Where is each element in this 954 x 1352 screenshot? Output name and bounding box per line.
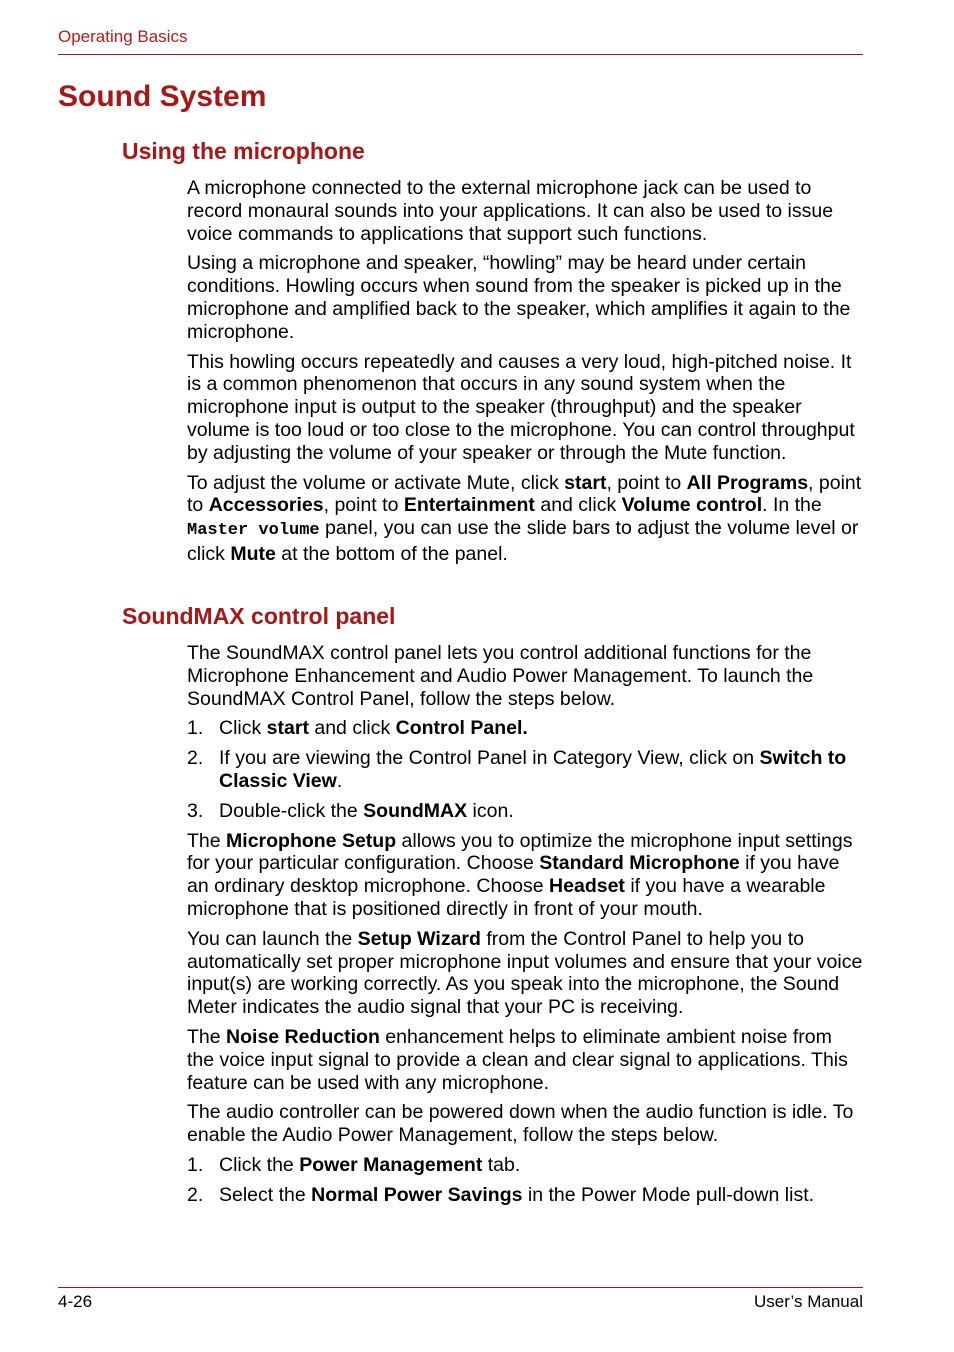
text: if you have a wearable microphone that is positioned directly in front of your mouth. [187,875,826,920]
bold-text: Noise Reduction [226,1025,380,1048]
page-title: Sound System [58,80,267,113]
footer-rule [58,1287,863,1288]
monospace-text: Master volume [187,521,320,541]
manual-title: User’s Manual [754,1292,863,1311]
header-rule [58,54,863,55]
microphone-setup-paragraph [187,830,863,921]
list-number: 3. [187,799,204,822]
paragraph: This howling occurs repeatedly and causes a very loud, high-pitched noise. It is a common phenomenon that occurs in any sound system when the microphone input is output to the speaker (throughput) and the speaker volume is too loud or too close to the microphone. You can control throughput by adjusting the volume of your speaker or through the Mute function. [187,350,855,464]
paragraph: The audio controller can be powered down when the audio function is idle. To enable the Audio Power Management, follow the steps below. [187,1101,854,1147]
text: from the Control Panel to help you to automatically set proper microphone input volumes and ensure that your voice input(s) are working correctly. As you speak into the microphone, the Sound Meter indicates the audio signal that your PC is receiving. [187,927,863,1019]
text: allows you to optimize the microphone input settings for your particular configuration. Choose [187,829,853,875]
text: enhancement helps to eliminate ambient noise from the voice input signal to provide a clean and clear signal to applications. This feature can be used with any microphone. [187,1025,848,1094]
text: in the Power Mode pull-down list. [522,1183,815,1206]
heading-using-microphone: Using the microphone [122,138,365,164]
bold-text: Mute [230,542,276,565]
bold-text: Volume control [621,494,763,517]
text: tab. [482,1153,521,1176]
running-header: Operating Basics [58,27,188,46]
list-number: 2. [187,747,204,770]
text: if you have an ordinary desktop microphone. Choose [187,852,840,898]
text: and click [308,717,396,740]
list-item [187,747,863,793]
paragraph: Using a microphone and speaker, “howling” may be heard under certain conditions. Howling occurs when sound from the speaker is picked up in the microphone and amplified back to the speaker, which amplifies it again to the microphone. [187,252,851,343]
paragraph: A microphone connected to the external microphone jack can be used to record monaural sounds into your applications. It can also be used to issue voice commands to applications that support such functions. [187,177,834,245]
bold-text: Entertainment [403,494,535,517]
list-item [187,1154,863,1177]
soundmax-section [187,642,863,1214]
text: . [336,769,343,792]
bold-text: Microphone Setup [226,829,397,852]
list-number: 1. [187,717,204,740]
text: . In the [762,494,822,517]
list-number: 1. [187,1153,204,1176]
bold-text: start [266,717,309,740]
bold-text: Headset [549,875,625,898]
bold-text: start [564,471,607,494]
text: The [187,1025,227,1048]
text: You can launch the [187,927,358,950]
bold-text: All Programs [686,471,809,494]
text: The [187,829,227,852]
volume-instructions [187,472,863,566]
text: at the bottom of the panel. [275,542,508,565]
text: Click the [219,1153,300,1176]
list-item [187,1184,863,1207]
text: If you are viewing the Control Panel in Category View, click on [219,747,760,770]
list-item [187,800,863,823]
noise-reduction-paragraph [187,1026,863,1094]
text: To adjust the volume or activate Mute, click [187,471,565,494]
bold-text: Normal Power Savings [311,1183,523,1206]
text: , point to [606,471,687,494]
setup-wizard-paragraph [187,928,863,1019]
heading-soundmax-control-panel: SoundMAX control panel [122,603,396,629]
text: panel, you can use the slide bars to adjust the volume level or click [187,517,859,565]
page-number: 4-26 [58,1292,93,1311]
bold-text: Power Management [299,1153,483,1176]
bold-text: Control Panel. [395,717,528,740]
bold-text: Standard Microphone [539,852,740,875]
text: , point to [323,494,404,517]
text: and click [534,494,622,517]
microphone-section [187,177,863,573]
paragraph: The SoundMAX control panel lets you control additional functions for the Microphone Enhancement and Audio Power Management. To launch the SoundMAX Control Panel, follow the steps below. [187,642,814,710]
list-item [187,717,863,740]
text: Double-click the [219,799,364,822]
bold-text: Accessories [208,494,324,517]
text: , point to [187,471,862,517]
list-number: 2. [187,1183,204,1206]
text: Select the [219,1183,312,1206]
bold-text: Setup Wizard [357,927,481,950]
bold-text: SoundMAX [363,799,468,822]
text: Click [219,717,267,740]
text: icon. [467,799,514,822]
bold-text: Switch to Classic View [219,747,847,792]
